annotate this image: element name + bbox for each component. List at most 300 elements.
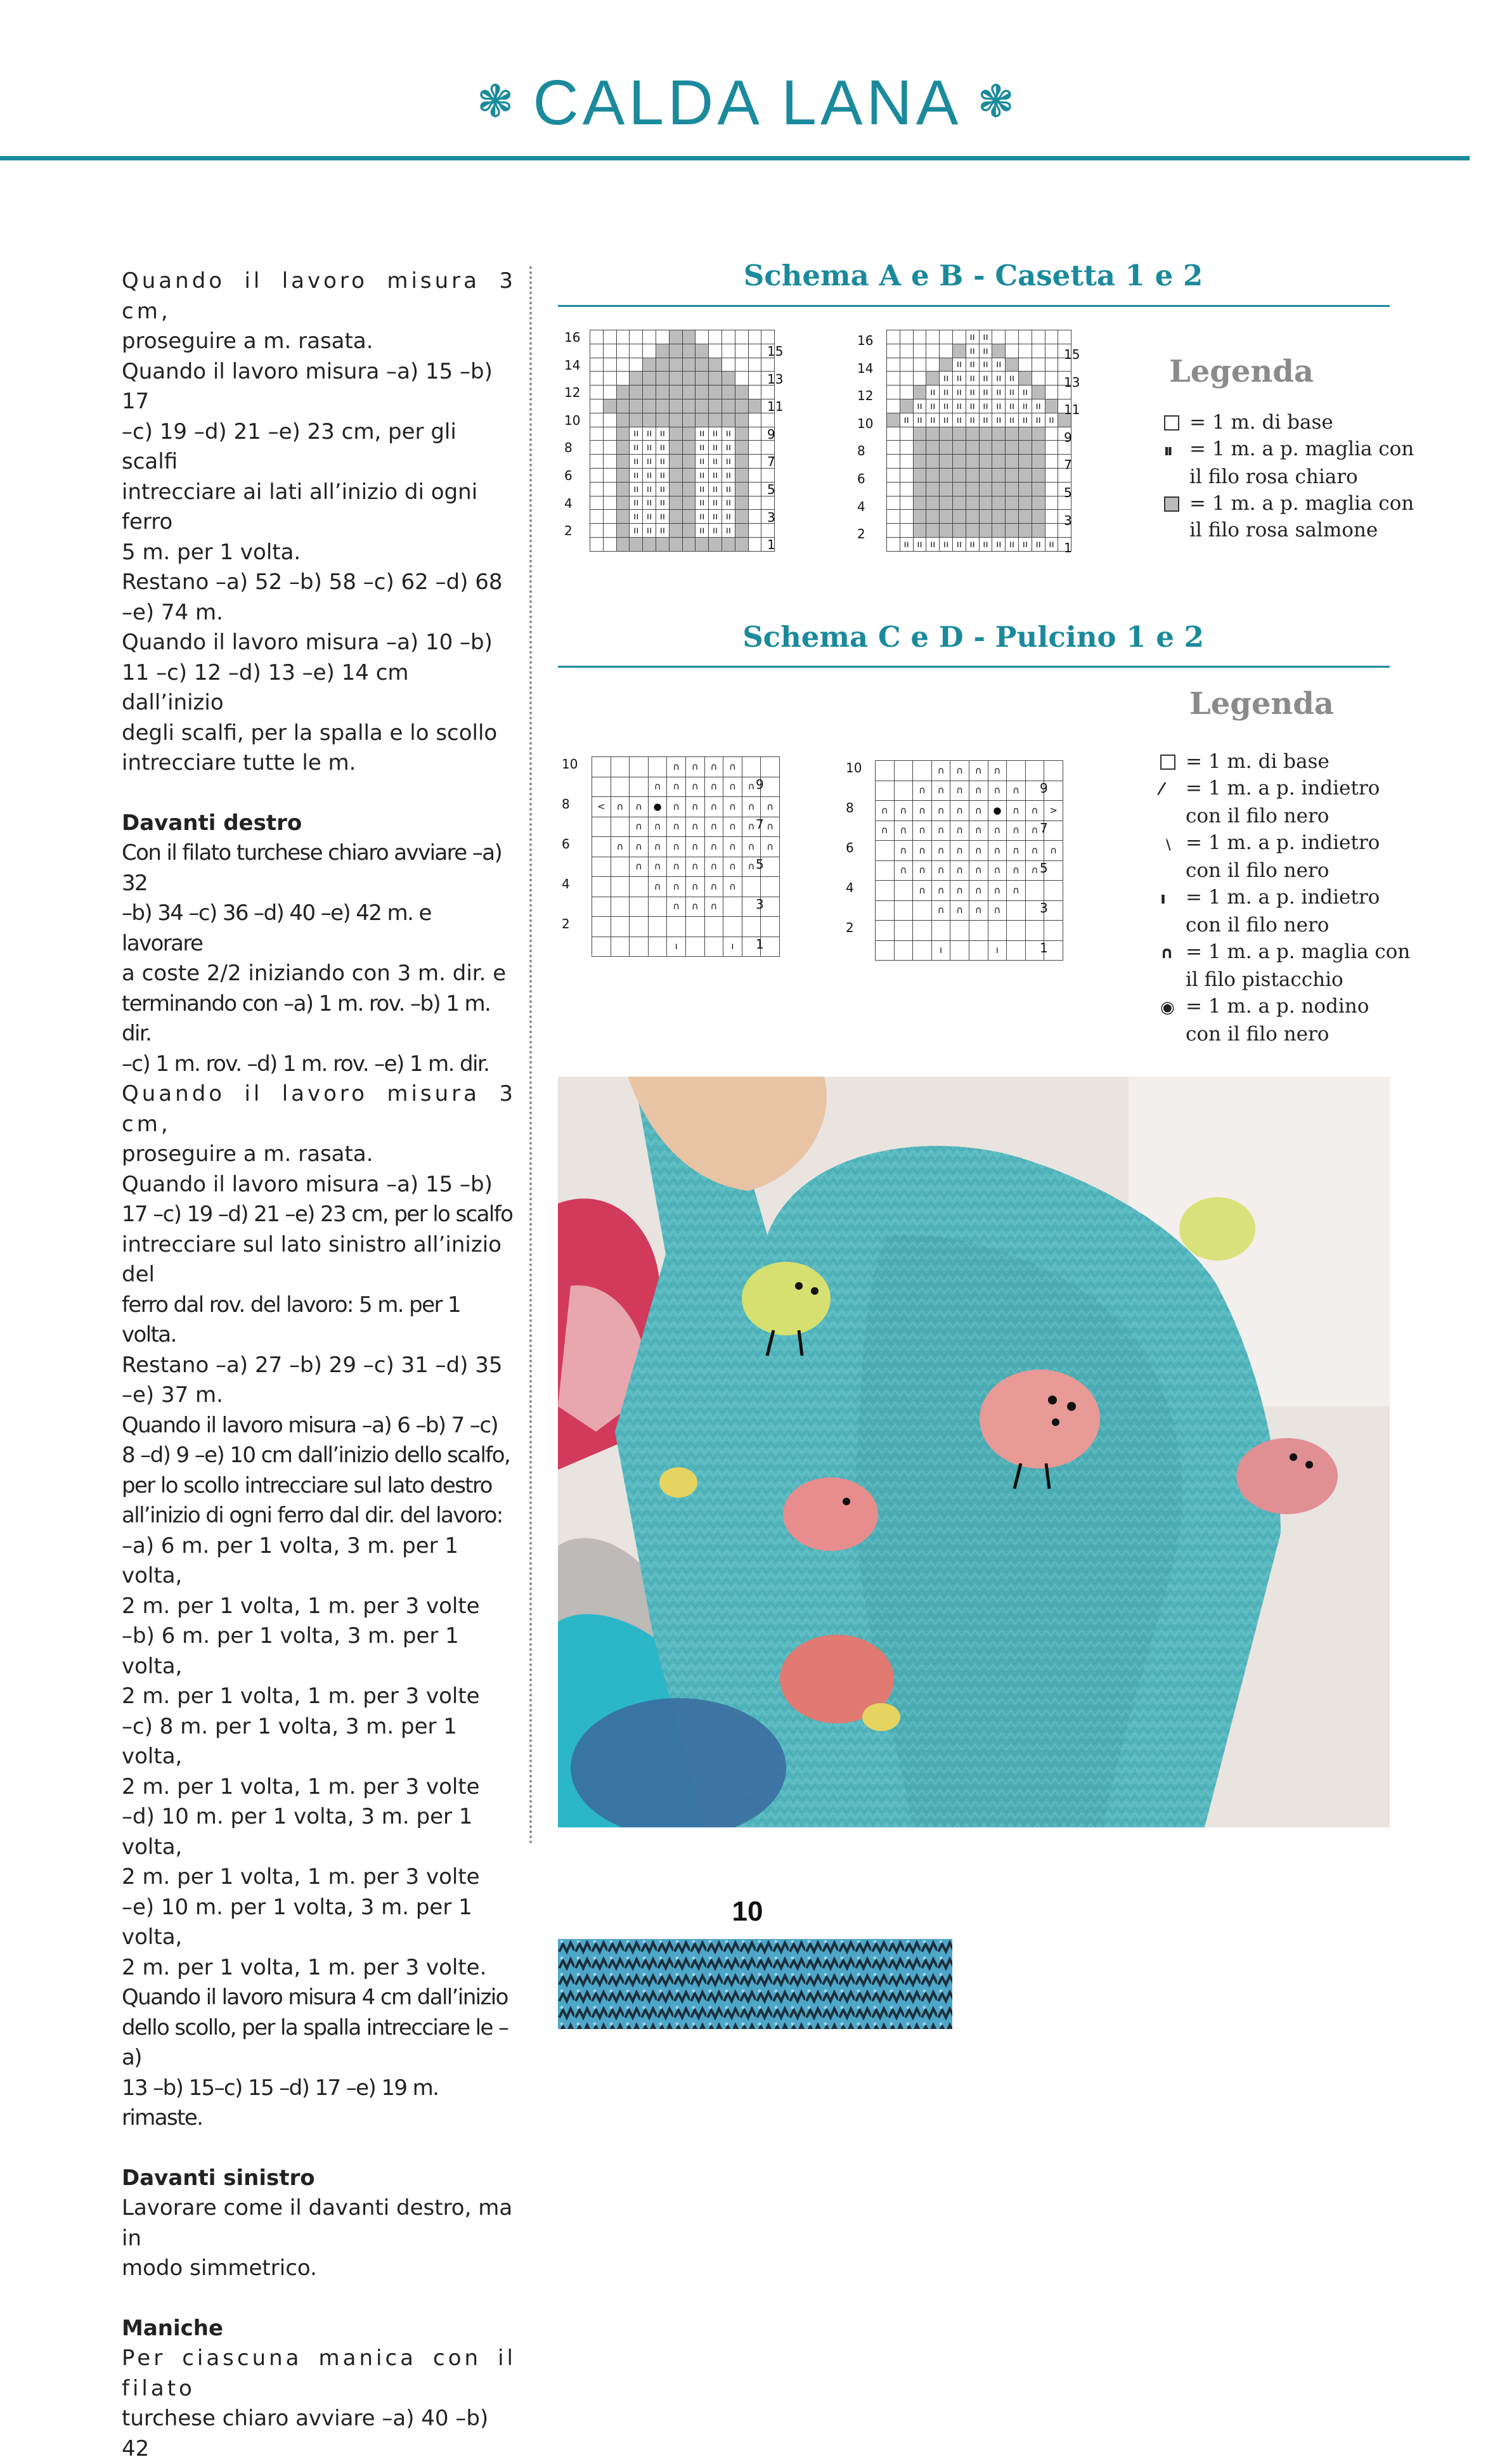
chart-cell	[952, 427, 966, 441]
legend-text: = 1 m. a p. indietro	[1186, 831, 1380, 854]
legend-text: con il filo nero	[1186, 1023, 1330, 1046]
chart-cell	[616, 413, 630, 427]
chart-cell: ıı	[630, 441, 643, 455]
chart-cell	[709, 386, 722, 399]
chart-cell: ∩	[704, 897, 723, 917]
chart-cell	[1044, 761, 1063, 781]
chart-cell: ıı	[722, 455, 735, 469]
chart-cell: ●	[648, 797, 667, 817]
chart-cell	[643, 413, 656, 427]
chart-cell: ∩	[611, 797, 630, 817]
chart-cell	[742, 757, 761, 777]
chart-cell	[592, 837, 611, 857]
chart-cell	[876, 881, 895, 901]
chart-cell	[630, 777, 649, 797]
chart-cell	[696, 537, 709, 551]
chart-cell	[966, 427, 979, 441]
page-header	[0, 0, 1495, 165]
chart-cell	[735, 441, 748, 455]
legend-item	[1164, 436, 1414, 464]
chart-cell	[709, 372, 722, 386]
legend-item	[1160, 775, 1410, 803]
chart-cell	[1025, 761, 1044, 781]
text-line: Quando il lavoro misura –a) 15 –b)	[122, 1171, 493, 1197]
chart-cell	[616, 455, 630, 469]
chart-cell	[979, 482, 992, 496]
chart-cell: ıı	[952, 358, 966, 372]
chart-cell	[669, 358, 682, 372]
chart-cell: ıı	[1006, 386, 1019, 399]
chart-row-number: 8	[562, 796, 570, 812]
chart-cell	[1045, 524, 1058, 538]
chart-cell	[992, 496, 1006, 510]
text-line: per lo scollo intrecciare sul lato destro	[122, 1472, 492, 1498]
chart-cell	[900, 330, 913, 344]
legend-item-cont	[1160, 912, 1410, 938]
chart-cell: ∩	[667, 837, 686, 857]
chart-cell	[723, 897, 742, 917]
chart-cell	[992, 427, 1006, 441]
chart-cell	[940, 496, 953, 510]
legend-text: il filo pistacchio	[1186, 968, 1343, 991]
chart-cell	[696, 358, 709, 372]
chart-grid	[875, 760, 1063, 961]
chart-cell	[748, 330, 761, 344]
chart-cell	[926, 330, 940, 344]
chart-cell	[887, 427, 900, 441]
chart-row-number: 6	[564, 468, 573, 483]
chart-cell: ∩	[913, 801, 932, 821]
chart-cell: ∩	[931, 761, 950, 781]
chart-cell	[748, 399, 761, 413]
chart-cell: ıı	[913, 399, 926, 413]
chart-cell	[1032, 330, 1045, 344]
chart-cell	[709, 399, 722, 413]
chart-grid	[592, 756, 780, 957]
chart-cell	[761, 413, 775, 427]
chart-cell	[1018, 427, 1032, 441]
text-line: dello scollo, per la spalla intrecciare le –a)	[122, 2014, 508, 2070]
chart-cell	[616, 399, 630, 413]
chart-cell	[630, 897, 649, 917]
chart-cell	[900, 482, 913, 496]
legend-text: con il filo nero	[1186, 914, 1330, 937]
chart-cell	[900, 455, 913, 469]
chart-row-number: 3	[767, 509, 775, 525]
chart-cell: ∩	[913, 860, 932, 881]
legend-item	[1160, 829, 1410, 857]
legend-text: = 1 m. di base	[1189, 411, 1333, 434]
text-line: proseguire a m. rasata.	[122, 1141, 373, 1167]
chart-cell	[735, 455, 748, 469]
text-line: 8 –d) 9 –e) 10 cm dall’inizio dello scalfo,	[122, 1443, 510, 1468]
chart-cell	[966, 482, 979, 496]
chart-cell	[979, 510, 992, 524]
chart-cell	[913, 510, 926, 524]
text-line: Con il filato turchese chiaro avviare –a) 32	[122, 840, 502, 896]
chart-cell: ıı	[966, 358, 979, 372]
chart-cell	[722, 386, 735, 399]
chart-cell	[603, 399, 616, 413]
chart-cell: ıı	[709, 468, 722, 482]
chart-row-number: 2	[857, 526, 865, 542]
chart-cell: ıı	[940, 399, 953, 413]
chart-cell	[926, 455, 940, 469]
chart-cell	[992, 468, 1006, 482]
chart-cell	[682, 358, 696, 372]
chart-cell: ıı	[1018, 413, 1032, 427]
chart-cell	[969, 940, 988, 961]
chart-cell	[643, 372, 656, 386]
text-line: modo simmetrico.	[122, 2255, 317, 2281]
chart-row-number: 9	[1064, 429, 1072, 445]
chart-cell	[876, 841, 895, 861]
chart-cell	[913, 921, 932, 941]
chart-cell: ∩	[704, 757, 723, 777]
chart-cell: ∩	[969, 781, 988, 801]
chart-cell: ıı	[630, 510, 643, 524]
chart-cell	[669, 413, 682, 427]
chart-cell	[656, 344, 669, 358]
chart-cell	[966, 496, 979, 510]
chart-cell	[603, 482, 616, 496]
chart-cell	[616, 330, 630, 344]
chart-cell: ıı	[696, 524, 709, 538]
chart-cell	[940, 510, 953, 524]
chart-cell: ∩	[667, 777, 686, 797]
chart-cell: ıı	[1006, 372, 1019, 386]
chart-cell	[1018, 358, 1032, 372]
chart-cell: ıı	[630, 496, 643, 510]
chart-row-number: 9	[767, 426, 775, 442]
legend-text: = 1 m. a p. indietro	[1186, 777, 1380, 800]
chart-row-number: 3	[1064, 512, 1072, 528]
chart-cell	[992, 524, 1006, 538]
chart-cell	[656, 537, 669, 551]
chart-cell	[1032, 455, 1045, 469]
chart-cell: ıı	[979, 537, 992, 551]
chart-cell	[648, 757, 667, 777]
chart-cell	[611, 817, 630, 837]
chart-cell	[590, 427, 604, 441]
text-line: ferro dal rov. del lavoro: 5 m. per 1 volta.	[122, 1292, 461, 1347]
text-line: turchese chiaro avviare –a) 40 –b) 42	[122, 2406, 489, 2461]
chart-cell: ∩	[648, 857, 667, 877]
chart-cell	[1044, 881, 1063, 901]
chart-cell	[735, 510, 748, 524]
chart-cell	[603, 427, 616, 441]
chart-cell	[1032, 358, 1045, 372]
chart-cell: ıı	[630, 427, 643, 441]
chart-cell: ∩	[742, 857, 761, 877]
chart-cell	[876, 860, 895, 881]
chart-cell: ıı	[940, 537, 953, 551]
snowflake-icon: ❃	[977, 77, 1019, 126]
chart-row-number: 3	[756, 897, 764, 912]
chart-cell	[667, 917, 686, 937]
chart-cell	[966, 468, 979, 482]
chart-cell	[611, 897, 630, 917]
chart-cell	[748, 455, 761, 469]
chart-cell	[761, 330, 775, 344]
chart-cell: ∩	[742, 837, 761, 857]
chart-cell: ıı	[643, 468, 656, 482]
chart-cell: ıı	[709, 510, 722, 524]
chart-cell	[648, 897, 667, 917]
chart-cell: ıı	[656, 510, 669, 524]
chart-row-number: 4	[846, 880, 854, 895]
chart-cell: ∩	[685, 777, 704, 797]
chart-cell: ∩	[988, 881, 1007, 901]
chart-cell	[643, 344, 656, 358]
chart-row-number: 4	[564, 495, 573, 511]
chart-cell: ıı	[656, 427, 669, 441]
chart-cell: ∩	[988, 841, 1007, 861]
chart-cell: ∩	[1007, 781, 1026, 801]
chart-cell	[887, 399, 900, 413]
chart-cell: ∩	[723, 817, 742, 837]
chart-cell	[735, 413, 748, 427]
chart-cell	[592, 917, 611, 937]
slash-icon: ⁄	[1160, 780, 1163, 799]
chart-cell	[616, 372, 630, 386]
chart-cell	[1032, 524, 1045, 538]
chart-cell: ıı	[966, 386, 979, 399]
chart-cell	[876, 940, 895, 961]
chart-cell	[887, 413, 900, 427]
chart-cell	[735, 524, 748, 538]
chart-cell: ∩	[761, 797, 780, 817]
chart-cell	[913, 524, 926, 538]
chart-cell	[616, 537, 630, 551]
chart-cell	[682, 399, 696, 413]
chart-cell: ∩	[667, 857, 686, 877]
chart-cell	[913, 455, 926, 469]
chart-cell: ıı	[630, 482, 643, 496]
chart-cell	[992, 455, 1006, 469]
chart-cell: ıı	[709, 524, 722, 538]
chart-cell	[748, 524, 761, 538]
chart-cell: ıı	[952, 537, 966, 551]
empty-square-icon	[1164, 409, 1189, 436]
chart-row-number: 5	[767, 482, 775, 497]
schema-ab-title: Schema A e B - Casetta 1 e 2	[743, 259, 1203, 292]
chart-cell: ∩	[685, 877, 704, 897]
chart-cell: ∩	[742, 777, 761, 797]
chart-cell	[669, 537, 682, 551]
chart-cell: ∩	[648, 817, 667, 837]
chart-cell	[761, 524, 775, 538]
chart-cell	[940, 482, 953, 496]
chart-cell	[590, 330, 604, 344]
chart-cell: ∩	[894, 841, 913, 861]
chart-cell	[894, 900, 913, 921]
chart-cell: ıı	[656, 441, 669, 455]
chart-row-number: 10	[562, 756, 578, 772]
legend-text: il filo rosa salmone	[1189, 519, 1378, 541]
chart-cell	[704, 937, 723, 957]
chart-cell	[669, 427, 682, 441]
chart-cell: ∩	[950, 820, 969, 841]
chart-cell: ıı	[966, 537, 979, 551]
chart-cell: ıı	[979, 399, 992, 413]
chart-cell: ∩	[931, 860, 950, 881]
chart-cell: ıı	[656, 455, 669, 469]
chart-cell	[979, 468, 992, 482]
chart-cell: ●	[988, 801, 1007, 821]
chart-cell	[682, 386, 696, 399]
chart-cell	[669, 441, 682, 455]
chart-cell	[1045, 344, 1058, 358]
chart-cell: ıı	[979, 413, 992, 427]
chart-cell	[611, 937, 630, 957]
chart-cell	[887, 455, 900, 469]
text-line: a coste 2/2 iniziando con 3 m. dir. e	[122, 961, 507, 986]
page-number: 10	[732, 1896, 763, 1927]
chart-cell	[603, 441, 616, 455]
chart-cell	[1007, 921, 1026, 941]
chart-cell: ıı	[952, 372, 966, 386]
chart-cell	[590, 496, 604, 510]
legend-text: il filo rosa chiaro	[1189, 465, 1358, 488]
chart-cell: ∩	[950, 881, 969, 901]
chart-cell	[1006, 524, 1019, 538]
chart-cell	[1007, 900, 1026, 921]
chart-cell	[931, 921, 950, 941]
chart-cell	[592, 777, 611, 797]
chart-cell: ıı	[992, 537, 1006, 551]
chart-cell	[696, 372, 709, 386]
chart-cell	[966, 441, 979, 455]
chart-cell	[590, 372, 604, 386]
chart-cell	[1018, 455, 1032, 469]
chart-cell	[761, 358, 775, 372]
chart-cell: ∩	[723, 857, 742, 877]
chart-cell	[1006, 441, 1019, 455]
chart-cell	[643, 399, 656, 413]
chart-cell	[1032, 344, 1045, 358]
chart-cell	[603, 496, 616, 510]
chart-cell	[940, 358, 953, 372]
chart-cell	[926, 358, 940, 372]
chart-cell	[590, 510, 604, 524]
chart-cell	[603, 413, 616, 427]
chart-cell: ∩	[969, 801, 988, 821]
chart-cell: ∩	[894, 820, 913, 841]
chart-cell	[926, 510, 940, 524]
knit-swatch-strip	[558, 1939, 952, 2029]
chart-cell	[722, 344, 735, 358]
chart-cell	[590, 482, 604, 496]
chart-cell: ∩	[723, 837, 742, 857]
chart-cell: ∩	[667, 757, 686, 777]
chart-cell	[887, 524, 900, 538]
chart-cell	[1018, 510, 1032, 524]
chart-row-number: 3	[1040, 900, 1048, 916]
chart-cell: ∩	[685, 817, 704, 837]
chart-cell: ∩	[931, 900, 950, 921]
chart-cell	[761, 496, 775, 510]
chart-cell	[616, 441, 630, 455]
chart-cell	[603, 524, 616, 538]
spacer	[122, 2284, 516, 2314]
chart-cell: ıı	[696, 441, 709, 455]
chart-cell	[992, 344, 1006, 358]
chart-cell: ıı	[1018, 537, 1032, 551]
text-line: 2 m. per 1 volta, 1 m. per 3 volte	[122, 1593, 480, 1619]
chart-cell	[643, 386, 656, 399]
chart-cell: ıı	[979, 386, 992, 399]
chart-cell: <	[592, 797, 611, 817]
chart-cell	[669, 386, 682, 399]
chart-cell	[887, 496, 900, 510]
chart-row-number: 5	[756, 857, 764, 872]
text-line: 13 –b) 15–c) 15 –d) 17 –e) 19 m. rimaste.	[122, 2075, 439, 2130]
chart-row-number: 7	[1064, 457, 1072, 473]
chart-cell	[1045, 482, 1058, 496]
chart-cell	[748, 468, 761, 482]
chart-cell: ıı	[722, 482, 735, 496]
chart-cell	[1045, 330, 1058, 344]
chart-cell: ∩	[704, 797, 723, 817]
chart-cell	[748, 344, 761, 358]
chart-cell	[709, 537, 722, 551]
chart-cell	[669, 399, 682, 413]
chart-cell	[630, 399, 643, 413]
chart-cell	[603, 455, 616, 469]
chart-row-number: 7	[767, 454, 775, 470]
chart-cell	[900, 386, 913, 399]
text-line: 2 m. per 1 volta, 1 m. per 3 volte	[122, 1773, 480, 1799]
chart-cell	[761, 877, 780, 897]
chart-cell: ∩	[931, 801, 950, 821]
text-line: Quando il lavoro misura 4 cm dall’inizio	[122, 1985, 508, 2010]
chart-cell	[748, 372, 761, 386]
chart-cell	[1058, 330, 1071, 344]
chart-cell	[611, 917, 630, 937]
text-line: Restano –a) 27 –b) 29 –c) 31 –d) 35	[122, 1352, 503, 1378]
chart-cell	[969, 921, 988, 941]
instructions-column	[122, 266, 516, 2464]
magazine-title	[0, 67, 1495, 139]
chart-cell: ıı	[643, 482, 656, 496]
chart-cell	[1045, 510, 1058, 524]
chart-cell	[709, 330, 722, 344]
chart-row-number: 12	[564, 385, 581, 401]
chart-cell: ıı	[643, 496, 656, 510]
chart-cell: ı	[988, 940, 1007, 961]
chart-cell	[940, 441, 953, 455]
chart-cell	[735, 344, 748, 358]
chart-cell: ıı	[926, 399, 940, 413]
chart-row-number: 5	[1064, 485, 1072, 500]
chart-cell: ∩	[704, 837, 723, 857]
chart-cell	[735, 537, 748, 551]
chart-cell	[940, 468, 953, 482]
chart-row-number: 16	[857, 333, 874, 348]
schema-ab-rule	[558, 305, 1390, 307]
chart-cell	[1032, 482, 1045, 496]
chart-cell	[887, 468, 900, 482]
chart-cell: ıı	[992, 372, 1006, 386]
chart-cell	[616, 344, 630, 358]
chart-cell	[742, 917, 761, 937]
chart-cell	[1045, 399, 1058, 413]
chart-cell	[682, 427, 696, 441]
chart-cell	[722, 413, 735, 427]
chart-cell	[940, 524, 953, 538]
chart-cell: ∩	[723, 757, 742, 777]
